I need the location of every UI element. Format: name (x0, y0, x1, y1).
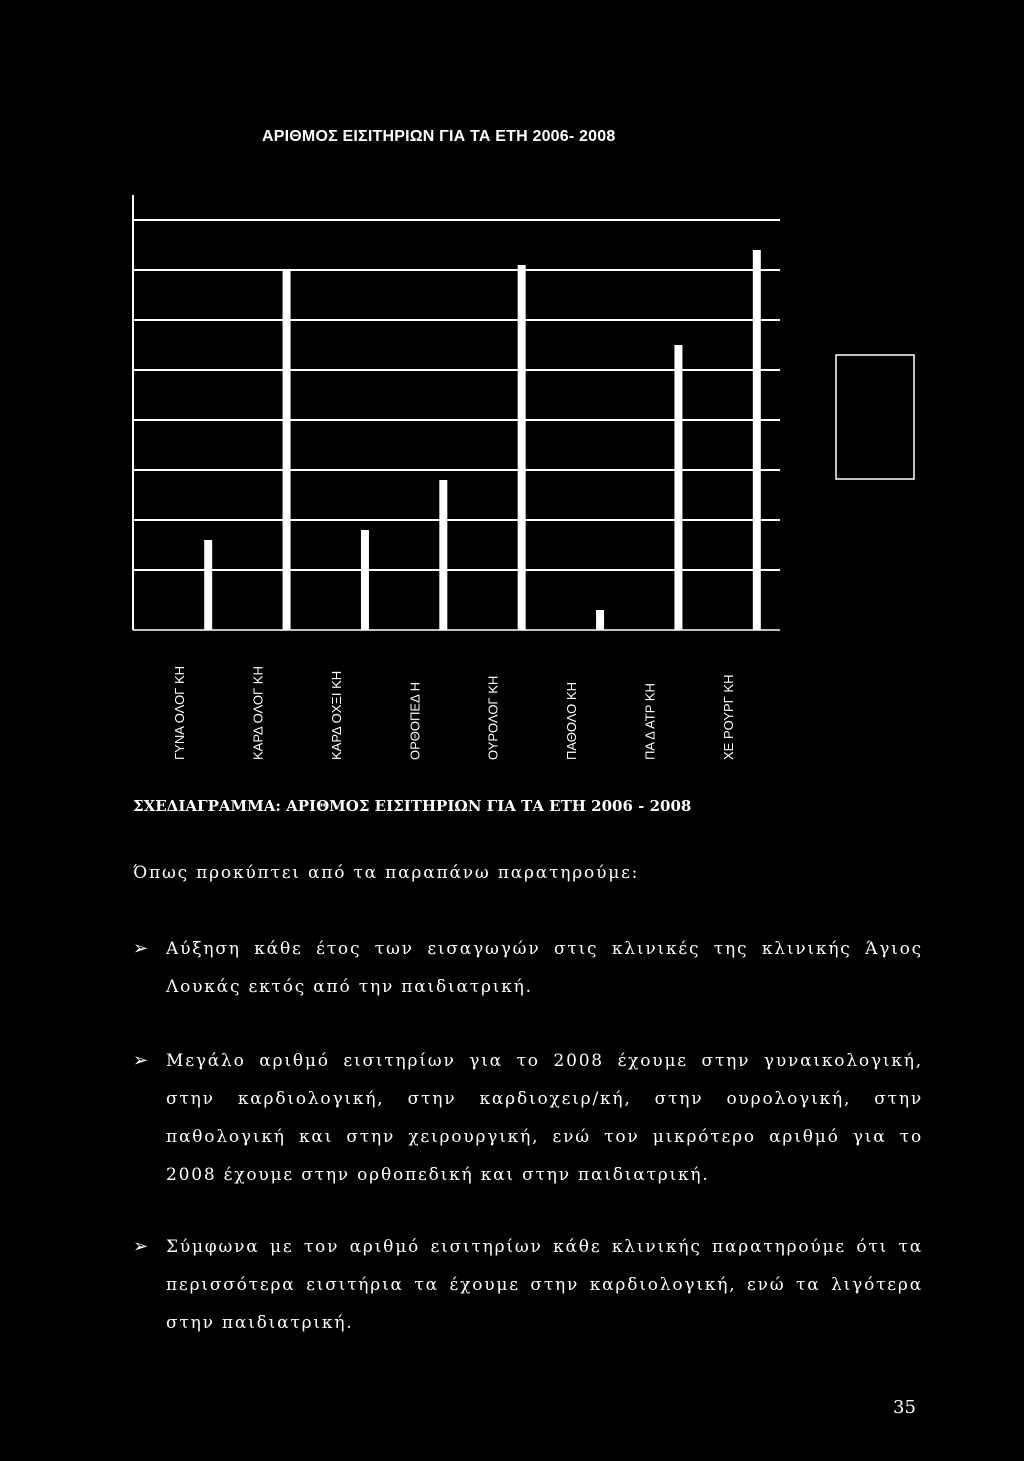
x-tick-label: ΚΑΡΔ ΟΛΟΓ ΚΗ (250, 666, 266, 760)
bullet-item (133, 1042, 923, 1194)
bar-1 (204, 540, 212, 630)
axis-layer (133, 195, 780, 630)
bullet-marker: ➢ (133, 938, 150, 959)
bar-7 (674, 345, 682, 630)
bar-layer (204, 250, 761, 630)
chart-title: ΑΡΙΘΜΟΣ ΕΙΣΙΤΗΡΙΩΝ ΓΙΑ ΤΑ ΕΤΗ 2006- 2008 (262, 128, 616, 145)
bar-3 (361, 530, 369, 630)
bar-2 (283, 270, 291, 630)
bullet-text: Μεγάλο αριθμό εισιτηρίων για το 2008 έχουμε στην γυναικολογική, στην καρδιολογική, στην καρδιοχειρ/κή, στην ουρολογική, στην παθολογική και στην χειρουργική, ενώ τον μικρότερο αριθμό για το 2008 έχουμε στην ορθοπεδική και στην παιδιατρική. (166, 1051, 923, 1185)
bullet-item (133, 930, 923, 1006)
figure-caption: ΣΧΕΔΙΑΓΡΑΜΜΑ: ΑΡΙΘΜΟΣ ΕΙΣΙΤΗΡΙΩΝ ΓΙΑ ΤΑ ΕΤΗ 2006 - 2008 (133, 797, 692, 815)
bar-8 (753, 250, 761, 630)
bar-5 (518, 265, 526, 630)
bullet-text: Σύμφωνα με τον αριθμό εισιτηρίων κάθε κλινικής παρατηρούμε ότι τα περισσότερα εισιτήρια τα έχουμε στην καρδιολογική, ενώ τα λιγότερα στην παιδιατρική. (166, 1237, 923, 1333)
x-tick-label: ΓΥΝΑ ΟΛΟΓ ΚΗ (172, 665, 188, 760)
x-tick-label: ΧΕ ΡΟΥΡΓ ΚΗ (720, 674, 736, 760)
page-number: 35 (893, 1397, 916, 1418)
x-tick-label: ΠΑΘΟΛΟ ΚΗ (564, 682, 580, 760)
bar-6 (596, 610, 604, 630)
bullet-text: Αύξηση κάθε έτος των εισαγωγών στις κλινικές της κλινικής Άγιος Λουκάς εκτός από την παιδιατρική. (166, 939, 923, 997)
legend-box (836, 355, 914, 479)
grid-layer (133, 220, 780, 570)
intro-text: Όπως προκύπτει από τα παραπάνω παρατηρούμε: (133, 863, 640, 883)
category-labels (172, 666, 736, 760)
x-tick-label: ΟΥΡΟΛΟΓ ΚΗ (485, 675, 501, 760)
bullet-item (133, 1228, 923, 1342)
bullet-marker: ➢ (133, 1236, 150, 1257)
bullet-marker: ➢ (133, 1050, 150, 1071)
x-tick-label: ΟΡΘΟΠΕΔ Η (407, 681, 423, 760)
bar-4 (439, 480, 447, 630)
x-tick-label: ΚΑΡΔ ΟΧΞΙ ΚΗ (328, 670, 344, 760)
x-tick-label: ΠΑ Δ ΑΤΡ ΚΗ (642, 683, 658, 760)
